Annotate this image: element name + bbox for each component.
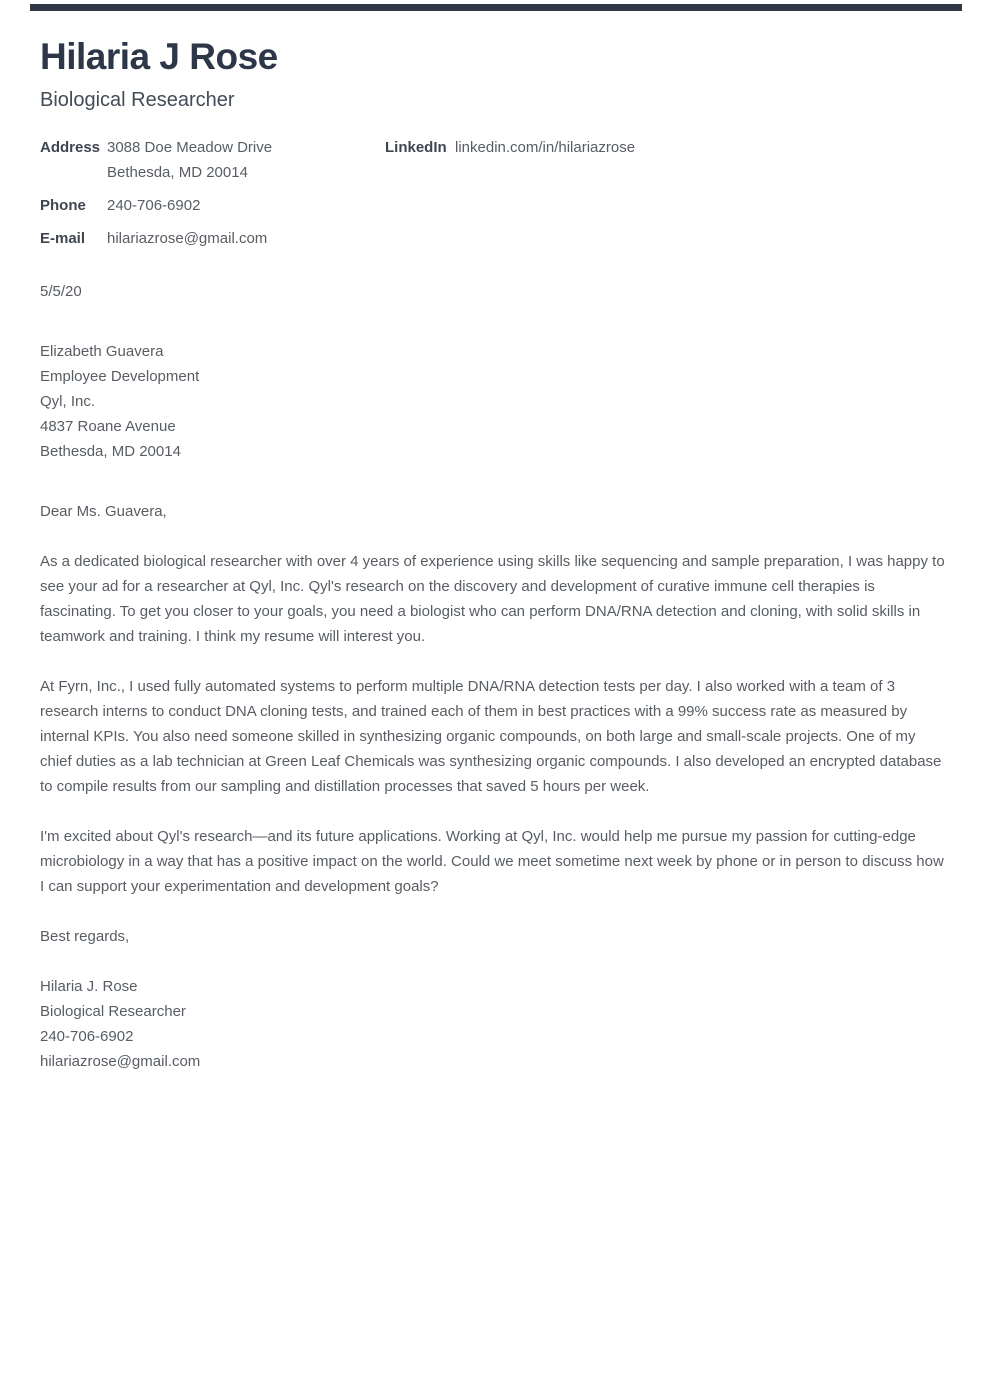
recipient-department: Employee Development [40, 368, 200, 385]
address-line-2: Bethesda, MD 20014 [107, 164, 248, 181]
address-value [107, 135, 272, 185]
contact-row-phone [40, 193, 385, 218]
email-value: hilariazrose@gmail.com [107, 230, 268, 247]
page-title: Hilaria J Rose [40, 36, 278, 77]
recipient-street: 4837 Roane Avenue [40, 418, 176, 435]
recipient-company: Qyl, Inc. [40, 393, 96, 410]
signature-block [40, 974, 945, 1074]
letter-paragraph-2: At Fyrn, Inc., I used fully automated systems to perform multiple DNA/RNA detection tests per day. I also worked with a team of 3 research interns to conduct DNA cloning tests, and trained each of them in best practices with a 99% success rate as measured by internal KPIs. You also need someone skilled in synthesizing organic compounds, on both large and small-scale projects. One of my chief duties as a lab technician at Green Leaf Chemicals was synthesizing organic compounds. I also developed an encrypted database to compile results from our sampling and distillation processes that saved 5 hours per week. [40, 678, 942, 795]
letter-date: 5/5/20 [40, 283, 82, 300]
contact-row-address [40, 135, 385, 185]
signature-title: Biological Researcher [40, 1003, 186, 1020]
phone-value: 240-706-6902 [107, 197, 201, 214]
linkedin-label: LinkedIn [385, 139, 447, 156]
signature-name: Hilaria J. Rose [40, 978, 138, 995]
contact-section [40, 135, 945, 259]
address-label: Address [40, 139, 101, 156]
linkedin-value: linkedin.com/in/hilariazrose [455, 139, 636, 156]
top-accent-bar [30, 4, 962, 11]
signature-email: hilariazrose@gmail.com [40, 1053, 201, 1070]
letter-paragraph-3: I'm excited about Qyl's research—and its future applications. Working at Qyl, Inc. would help me pursue my passion for cutting-edge microbiology in a way that has a positive impact on the world. Could we meet sometime next week by phone or in person to discuss how I can support your experimentation and development goals? [40, 828, 944, 895]
recipient-city: Bethesda, MD 20014 [40, 443, 181, 460]
job-title: Biological Researcher [40, 89, 235, 111]
contact-row-email [40, 226, 385, 251]
recipient-name: Elizabeth Guavera [40, 343, 164, 360]
letter-paragraph-1: As a dedicated biological researcher with over 4 years of experience using skills like sequencing and sample preparation, I was happy to see your ad for a researcher at Qyl, Inc. Qyl's research on the discovery and development of curative immune cell therapies is fascinating. To get you closer to your goals, you need a biologist who can perform DNA/RNA detection and cloning, with solid skills in teamwork and training. I think my resume will interest you. [40, 553, 945, 645]
contact-column-right [385, 135, 635, 259]
address-line-1: 3088 Doe Meadow Drive [107, 139, 273, 156]
recipient-block [40, 339, 945, 464]
signature-phone: 240-706-6902 [40, 1028, 134, 1045]
contact-row-linkedin [385, 135, 635, 160]
phone-label: Phone [40, 197, 86, 214]
salutation: Dear Ms. Guavera, [40, 503, 167, 520]
email-label: E-mail [40, 230, 86, 247]
contact-column-left [40, 135, 385, 259]
closing-line: Best regards, [40, 928, 130, 945]
